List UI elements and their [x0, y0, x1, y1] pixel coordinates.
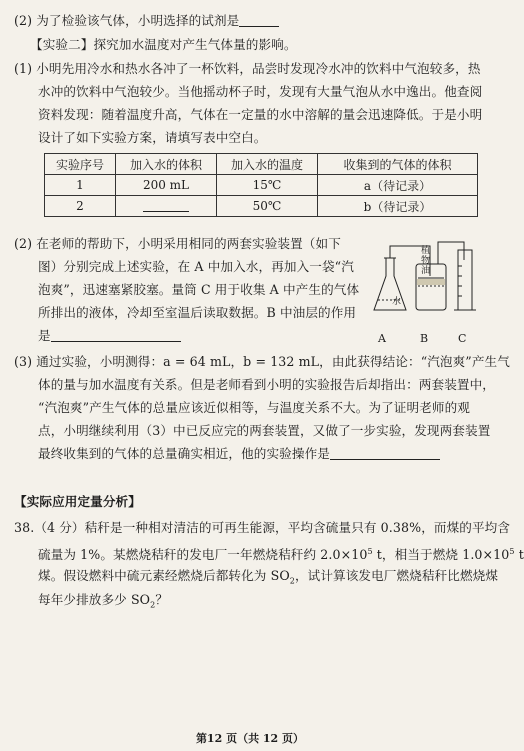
table-cell: 200 mL [116, 175, 217, 196]
para3-line-5-text: 最终收集到的气体的总量确实相近，他的实验操作是 [38, 446, 330, 461]
table-row [45, 175, 478, 196]
question-2-line [14, 13, 279, 29]
q38-line-2-a: 硫量为 1%。某燃烧秸秆的发电厂一年燃烧秸秆约 2.0×10 [38, 547, 368, 563]
table-header: 加入水的温度 [217, 154, 318, 175]
q38-line-4 [38, 592, 168, 614]
answer-blank [143, 199, 189, 212]
table-header: 收集到的气体的体积 [318, 154, 478, 175]
experiment-2-title: 【实验二】探究加水温度对产生气体量的影响。 [30, 37, 297, 52]
answer-blank [239, 14, 279, 27]
para3-line-2: 体的量与加水温度有关系。但是老师看到小明的实验报告后却指出：两套装置中， [38, 377, 495, 392]
table-cell: 1 [45, 175, 116, 196]
answer-blank [51, 329, 181, 342]
answer-blank [330, 447, 440, 460]
q38-line-4-b: ？ [155, 592, 169, 607]
water-label: 水 [392, 297, 402, 307]
page-footer: 第12 页（共 12 页） [195, 732, 305, 745]
para1-line-4: 设计了如下实验方案，请填写表中空白。 [38, 130, 267, 145]
label-b: B [420, 332, 429, 345]
para2-line-5 [38, 328, 181, 344]
table-cell: 2 [45, 196, 116, 217]
table-row [45, 196, 478, 217]
para2-line-4: 所排出的液体，冷却至室温后读取数据。B 中油层的作用 [38, 305, 357, 320]
para1-line-3: 资料发现：随着温度升高，气体在一定量的水中溶解的量会迅速降低。于是小明 [38, 107, 483, 122]
exponent: 5 [367, 547, 373, 556]
table-cell: b（待记录） [318, 196, 478, 217]
para1-line-1: (1) 小明先用冷水和热水各冲了一杯饮料，品尝时发现冷水冲的饮料中气泡较多，热 [14, 61, 481, 76]
q38-line-2-b: t，相当于燃烧 1.0×10 [372, 547, 510, 563]
experiment-table [44, 153, 478, 217]
para2-line-1: (2) 在老师的帮助下，小明采用相同的两套实验装置（如下 [14, 236, 341, 251]
flask-a-shape [374, 258, 406, 310]
q38-line-3-a: 煤。假设燃料中硫元素经燃烧后都转化为 SO [38, 568, 290, 583]
table-header: 实验序号 [45, 154, 116, 175]
para1-line-2: 水冲的饮料中气泡较少。当他摇动杯子时，发现有大量气泡从水中逸出。他查阅 [38, 84, 483, 99]
q38-line-4-a: 每年少排放多少 SO [38, 592, 151, 607]
oil-label: 植物油 [421, 246, 431, 276]
cylinder-c-shape [458, 250, 472, 310]
table-header-row [45, 154, 478, 175]
subscript: 2 [150, 600, 156, 610]
para3-line-3: “汽泡爽”产生气体的总量应该近似相等，与温度关系不大。为了证明老师的观 [38, 400, 470, 415]
label-c: C [458, 332, 467, 345]
para3-line-5 [38, 446, 440, 462]
section-title: 【实际应用定量分析】 [14, 494, 141, 509]
table-header: 加入水的体积 [116, 154, 217, 175]
table-cell: 50℃ [217, 196, 318, 217]
question-2-text: (2) 为了检验该气体，小明选择的试剂是 [14, 13, 240, 28]
para2-line-5-text: 是 [38, 328, 51, 343]
para3-line-1: (3) 通过实验，小明测得：a = 64 mL，b = 132 mL，由此获得结论：“汽泡爽”产生气 [14, 354, 510, 369]
q38-line-1: 38.（4 分）秸秆是一种相对清洁的可再生能源，平均含硫量只有 0.38%，而煤的平均含 [14, 520, 511, 535]
exponent: 5 [509, 547, 515, 556]
table-cell: a（待记录） [318, 175, 478, 196]
label-a: A [378, 332, 386, 345]
para2-line-3: 泡爽”，迅速塞紧胶塞。量筒 C 用于收集 A 中产生的气体 [38, 282, 360, 297]
para2-line-2: 图）分别完成上述实验，在 A 中加入水，再加入一袋“汽 [38, 259, 354, 274]
table-cell: 15℃ [217, 175, 318, 196]
para3-line-4: 点，小明继续利用（3）中已反应完的两套装置，又做了一步实验，发现两套装置 [38, 423, 491, 438]
q38-line-2 [38, 544, 524, 563]
table-cell-blank [116, 196, 217, 217]
q38-line-3 [38, 568, 498, 590]
q38-line-2-c: t [514, 547, 524, 563]
q38-line-3-b: ，试计算该发电厂燃烧秸秆比燃烧煤 [294, 568, 499, 583]
subscript: 2 [289, 576, 295, 586]
